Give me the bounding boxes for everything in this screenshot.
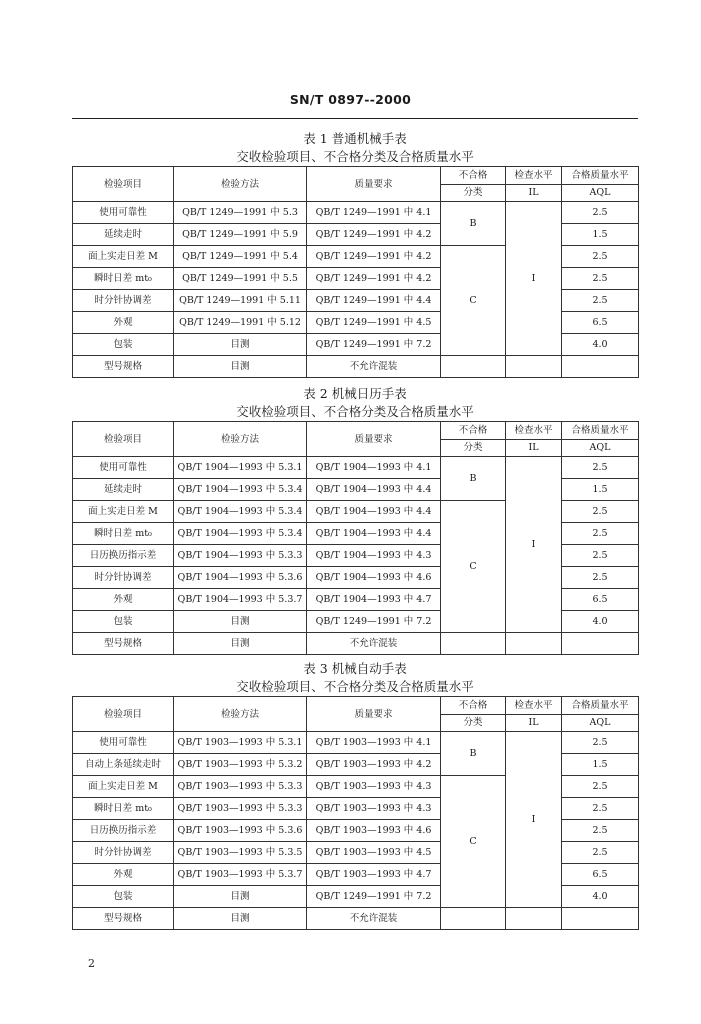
cell-requirement: QB/T 1904—1993 中 4.4 bbox=[307, 501, 441, 523]
cell-empty bbox=[506, 633, 562, 655]
page-number: 2 bbox=[88, 957, 95, 970]
cell-aql: 6.5 bbox=[562, 589, 639, 611]
cell-requirement: QB/T 1904—1993 中 4.7 bbox=[307, 589, 441, 611]
cell-method: 目测 bbox=[174, 356, 307, 378]
cell-item: 瞬时日差 mt₀ bbox=[73, 268, 174, 290]
page-header: SN/T 0897--2000 bbox=[289, 92, 412, 107]
table-title: 表 2 机械日历手表 bbox=[303, 386, 407, 401]
inspection-table bbox=[72, 166, 639, 378]
cell-method: QB/T 1904—1993 中 5.3.4 bbox=[174, 501, 307, 523]
cell-aql: 2.5 bbox=[562, 202, 639, 224]
header-row bbox=[73, 422, 639, 440]
cell-aql: 2.5 bbox=[562, 842, 639, 864]
cell-method: QB/T 1249—1991 中 5.5 bbox=[174, 268, 307, 290]
cell-class-b: B bbox=[441, 202, 506, 246]
cell-empty bbox=[506, 908, 562, 930]
cell-method: QB/T 1249—1991 中 5.4 bbox=[174, 246, 307, 268]
cell-requirement: QB/T 1904—1993 中 4.1 bbox=[307, 457, 441, 479]
cell-method: 目测 bbox=[174, 334, 307, 356]
header-level-line2: IL bbox=[506, 714, 562, 732]
cell-item: 时分针协调差 bbox=[73, 290, 174, 312]
header-aql-line1: 合格质量水平 bbox=[562, 422, 639, 440]
table-2-section bbox=[72, 385, 638, 655]
header-level-line1: 检查水平 bbox=[506, 697, 562, 715]
header-class-line2: 分类 bbox=[441, 184, 506, 202]
cell-item: 日历换历指示差 bbox=[73, 545, 174, 567]
cell-method: QB/T 1903—1993 中 5.3.7 bbox=[174, 864, 307, 886]
cell-method: QB/T 1249—1991 中 5.9 bbox=[174, 224, 307, 246]
cell-empty bbox=[441, 633, 506, 655]
cell-method: QB/T 1903—1993 中 5.3.2 bbox=[174, 754, 307, 776]
header-level-line1: 检查水平 bbox=[506, 167, 562, 185]
header-class-line2: 分类 bbox=[441, 714, 506, 732]
cell-method: 目测 bbox=[174, 611, 307, 633]
cell-level: I bbox=[506, 732, 562, 908]
cell-aql: 2.5 bbox=[562, 732, 639, 754]
cell-item: 外观 bbox=[73, 864, 174, 886]
table-row bbox=[73, 202, 639, 224]
cell-item: 使用可靠性 bbox=[73, 457, 174, 479]
table-row bbox=[73, 908, 639, 930]
header-requirement: 质量要求 bbox=[307, 422, 441, 457]
cell-requirement: QB/T 1903—1993 中 4.3 bbox=[307, 798, 441, 820]
cell-requirement: QB/T 1249—1991 中 4.5 bbox=[307, 312, 441, 334]
cell-item: 包装 bbox=[73, 611, 174, 633]
header-aql-line2: AQL bbox=[562, 714, 639, 732]
cell-empty bbox=[562, 633, 639, 655]
table-title: 表 3 机械自动手表 bbox=[303, 661, 407, 676]
cell-item: 包装 bbox=[73, 334, 174, 356]
cell-item: 瞬时日差 mt₀ bbox=[73, 523, 174, 545]
header-class-line1: 不合格 bbox=[441, 697, 506, 715]
cell-aql: 2.5 bbox=[562, 246, 639, 268]
cell-aql: 2.5 bbox=[562, 523, 639, 545]
cell-aql: 2.5 bbox=[562, 457, 639, 479]
cell-aql: 2.5 bbox=[562, 820, 639, 842]
header-method: 检验方法 bbox=[174, 697, 307, 732]
header-item: 检验项目 bbox=[73, 697, 174, 732]
cell-method: QB/T 1249—1991 中 5.3 bbox=[174, 202, 307, 224]
table-row bbox=[73, 457, 639, 479]
cell-class-c: C bbox=[441, 776, 506, 908]
cell-requirement: QB/T 1903—1993 中 4.2 bbox=[307, 754, 441, 776]
cell-item: 瞬时日差 mt₀ bbox=[73, 798, 174, 820]
cell-method: QB/T 1903—1993 中 5.3.3 bbox=[174, 776, 307, 798]
cell-aql: 6.5 bbox=[562, 864, 639, 886]
cell-aql: 2.5 bbox=[562, 545, 639, 567]
cell-item: 包装 bbox=[73, 886, 174, 908]
cell-empty bbox=[562, 356, 639, 378]
cell-item: 自动上条延续走时 bbox=[73, 754, 174, 776]
cell-item: 使用可靠性 bbox=[73, 732, 174, 754]
header-level-line2: IL bbox=[506, 184, 562, 202]
cell-aql: 4.0 bbox=[562, 886, 639, 908]
cell-item: 型号规格 bbox=[73, 356, 174, 378]
cell-item: 型号规格 bbox=[73, 908, 174, 930]
cell-requirement: QB/T 1903—1993 中 4.6 bbox=[307, 820, 441, 842]
table-1-section bbox=[72, 130, 638, 378]
cell-level: I bbox=[506, 202, 562, 356]
header-aql-line1: 合格质量水平 bbox=[562, 697, 639, 715]
cell-class-c: C bbox=[441, 501, 506, 633]
table-title: 表 1 普通机械手表 bbox=[303, 131, 407, 146]
cell-aql: 4.0 bbox=[562, 334, 639, 356]
cell-class-b: B bbox=[441, 457, 506, 501]
header-class-line1: 不合格 bbox=[441, 422, 506, 440]
cell-method: 目测 bbox=[174, 908, 307, 930]
header-aql-line2: AQL bbox=[562, 184, 639, 202]
cell-item: 面上实走日差 M bbox=[73, 246, 174, 268]
table-row bbox=[73, 633, 639, 655]
cell-empty bbox=[506, 356, 562, 378]
header-requirement: 质量要求 bbox=[307, 167, 441, 202]
cell-aql: 2.5 bbox=[562, 776, 639, 798]
cell-item: 面上实走日差 M bbox=[73, 501, 174, 523]
cell-empty bbox=[441, 908, 506, 930]
cell-method: QB/T 1904—1993 中 5.3.4 bbox=[174, 479, 307, 501]
table-row bbox=[73, 356, 639, 378]
cell-item: 面上实走日差 M bbox=[73, 776, 174, 798]
cell-requirement: QB/T 1249—1991 中 7.2 bbox=[307, 886, 441, 908]
table-3-section bbox=[72, 660, 638, 930]
cell-requirement: QB/T 1903—1993 中 4.5 bbox=[307, 842, 441, 864]
cell-aql: 4.0 bbox=[562, 611, 639, 633]
cell-aql: 1.5 bbox=[562, 224, 639, 246]
cell-requirement: QB/T 1903—1993 中 4.1 bbox=[307, 732, 441, 754]
cell-aql: 2.5 bbox=[562, 798, 639, 820]
cell-requirement: QB/T 1249—1991 中 7.2 bbox=[307, 611, 441, 633]
cell-requirement: 不允许混装 bbox=[307, 908, 441, 930]
cell-item: 外观 bbox=[73, 589, 174, 611]
header-class-line2: 分类 bbox=[441, 439, 506, 457]
cell-class-c: C bbox=[441, 246, 506, 356]
cell-item: 延续走时 bbox=[73, 224, 174, 246]
cell-item: 日历换历指示差 bbox=[73, 820, 174, 842]
table-subtitle: 交收检验项目、不合格分类及合格质量水平 bbox=[236, 404, 474, 419]
cell-requirement: QB/T 1249—1991 中 4.2 bbox=[307, 246, 441, 268]
cell-requirement: QB/T 1249—1991 中 4.2 bbox=[307, 268, 441, 290]
header-row bbox=[73, 167, 639, 185]
cell-method: QB/T 1903—1993 中 5.3.3 bbox=[174, 798, 307, 820]
cell-method: QB/T 1903—1993 中 5.3.1 bbox=[174, 732, 307, 754]
cell-method: QB/T 1904—1993 中 5.3.3 bbox=[174, 545, 307, 567]
cell-method: 目测 bbox=[174, 886, 307, 908]
cell-requirement: QB/T 1249—1991 中 4.4 bbox=[307, 290, 441, 312]
inspection-table bbox=[72, 421, 639, 655]
cell-empty bbox=[441, 356, 506, 378]
cell-item: 延续走时 bbox=[73, 479, 174, 501]
cell-method: 目测 bbox=[174, 633, 307, 655]
cell-aql: 2.5 bbox=[562, 268, 639, 290]
cell-requirement: QB/T 1903—1993 中 4.3 bbox=[307, 776, 441, 798]
cell-requirement: 不允许混装 bbox=[307, 356, 441, 378]
cell-requirement: QB/T 1249—1991 中 4.1 bbox=[307, 202, 441, 224]
cell-method: QB/T 1904—1993 中 5.3.6 bbox=[174, 567, 307, 589]
cell-class-b: B bbox=[441, 732, 506, 776]
cell-requirement: QB/T 1904—1993 中 4.4 bbox=[307, 479, 441, 501]
cell-method: QB/T 1903—1993 中 5.3.6 bbox=[174, 820, 307, 842]
cell-aql: 1.5 bbox=[562, 479, 639, 501]
cell-requirement: QB/T 1904—1993 中 4.4 bbox=[307, 523, 441, 545]
inspection-table bbox=[72, 696, 639, 930]
cell-aql: 2.5 bbox=[562, 290, 639, 312]
cell-method: QB/T 1904—1993 中 5.3.7 bbox=[174, 589, 307, 611]
header-aql-line2: AQL bbox=[562, 439, 639, 457]
cell-empty bbox=[562, 908, 639, 930]
header-class-line1: 不合格 bbox=[441, 167, 506, 185]
header-item: 检验项目 bbox=[73, 422, 174, 457]
cell-item: 时分针协调差 bbox=[73, 567, 174, 589]
cell-aql: 6.5 bbox=[562, 312, 639, 334]
cell-level: I bbox=[506, 457, 562, 633]
cell-aql: 2.5 bbox=[562, 501, 639, 523]
header-item: 检验项目 bbox=[73, 167, 174, 202]
header-aql-line1: 合格质量水平 bbox=[562, 167, 639, 185]
cell-requirement: QB/T 1903—1993 中 4.7 bbox=[307, 864, 441, 886]
cell-requirement: QB/T 1249—1991 中 4.2 bbox=[307, 224, 441, 246]
cell-item: 外观 bbox=[73, 312, 174, 334]
cell-aql: 2.5 bbox=[562, 567, 639, 589]
cell-item: 型号规格 bbox=[73, 633, 174, 655]
header-method: 检验方法 bbox=[174, 167, 307, 202]
cell-aql: 1.5 bbox=[562, 754, 639, 776]
cell-method: QB/T 1904—1993 中 5.3.4 bbox=[174, 523, 307, 545]
cell-requirement: 不允许混装 bbox=[307, 633, 441, 655]
cell-method: QB/T 1904—1993 中 5.3.1 bbox=[174, 457, 307, 479]
header-requirement: 质量要求 bbox=[307, 697, 441, 732]
header-level-line1: 检查水平 bbox=[506, 422, 562, 440]
cell-item: 使用可靠性 bbox=[73, 202, 174, 224]
table-row bbox=[73, 732, 639, 754]
cell-method: QB/T 1249—1991 中 5.11 bbox=[174, 290, 307, 312]
cell-requirement: QB/T 1904—1993 中 4.3 bbox=[307, 545, 441, 567]
header-row bbox=[73, 697, 639, 715]
table-subtitle: 交收检验项目、不合格分类及合格质量水平 bbox=[236, 149, 474, 164]
table-subtitle: 交收检验项目、不合格分类及合格质量水平 bbox=[236, 679, 474, 694]
cell-method: QB/T 1903—1993 中 5.3.5 bbox=[174, 842, 307, 864]
cell-requirement: QB/T 1904—1993 中 4.6 bbox=[307, 567, 441, 589]
cell-method: QB/T 1249—1991 中 5.12 bbox=[174, 312, 307, 334]
header-method: 检验方法 bbox=[174, 422, 307, 457]
cell-requirement: QB/T 1249—1991 中 7.2 bbox=[307, 334, 441, 356]
header-rule bbox=[72, 118, 638, 119]
header-level-line2: IL bbox=[506, 439, 562, 457]
cell-item: 时分针协调差 bbox=[73, 842, 174, 864]
